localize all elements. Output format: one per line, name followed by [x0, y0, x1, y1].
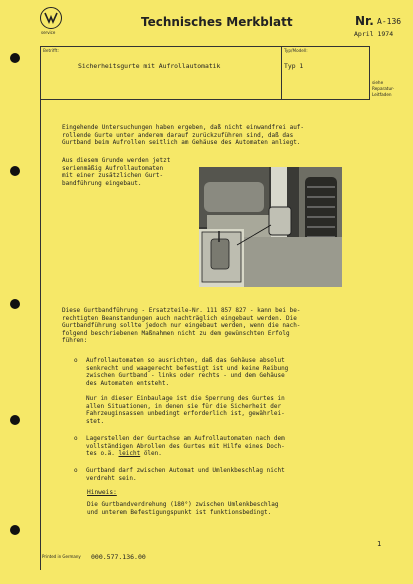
bullet-3: Gurtband darf zwischen Automat und Umlenkbeschlag nicht verdreht sein. — [86, 467, 285, 482]
logo-caption: service — [41, 30, 56, 35]
bullet-marker: o — [74, 467, 78, 474]
bullet-1-note: Nur in dieser Einbaulage ist die Sperrung des Gurtes in allen Situationen, in denen sie für die Sicherheit der Fahrzeuginsassen unbedingt erforderlich ist, gewährlei- stet. — [86, 395, 285, 425]
bullet-2-line: vollständigen Abrollen des Gurtes mit Hilfe eines Doch- — [86, 442, 285, 450]
bullet-marker: o — [74, 357, 78, 364]
punch-hole — [10, 525, 20, 535]
document-number: A-136 — [377, 17, 402, 26]
bullet-marker: o — [74, 435, 78, 442]
printed-note: Printed in Germany — [42, 554, 81, 559]
bullet-2-emphasis: leicht — [118, 450, 141, 458]
side-note-line: Leitfaden — [372, 92, 392, 97]
side-note-line: Reparatur- — [372, 86, 395, 91]
footer-doc-number: 000.577.136.00 — [91, 553, 146, 561]
bullet-2-line: Lagerstellen der Gurtachse am Aufrollautomaten nach dem — [86, 435, 285, 442]
frame-left — [40, 46, 41, 100]
bullet-1: Aufrollautomaten so ausrichten, daß das Gehäuse absolut senkrecht und waagerecht befestigt ist und keine Reibung zwischen Gurtband - links oder rechts - und dem Gehäuse des Automaten entsteht. — [86, 357, 289, 387]
bullet-2 — [86, 435, 285, 458]
punch-hole — [10, 415, 20, 425]
frame-bottom — [40, 99, 370, 100]
typ-label: Typ/Modell: — [284, 48, 308, 53]
grund-paragraph: Aus diesem Grunde werden jetzt serienmäßig Aufrollautomaten mit einer zusätzlichen Gurt- bandführung eingebaut. — [62, 157, 171, 187]
main-paragraph: Diese Gurtbandführung - Ersatzteile-Nr. 111 857 827 - kann bei be- rechtigten Beanstandungen auch nachträglich eingebaut werden. Die Gurtbandführung sollte jedoch nur eingebaut werden, wenn die nach- folgend beschriebenen Maßnahmen nicht zu dem gewünschten Erfolg führen: — [62, 307, 301, 345]
page-title: Technisches Merkblatt — [141, 15, 293, 29]
nr-label: Nr. — [355, 14, 374, 28]
hinweis-label: Hinweis: — [87, 489, 117, 496]
document-date: April 1974 — [354, 30, 394, 38]
intro-paragraph: Eingehende Untersuchungen haben ergeben, daß nicht einwandfrei auf- rollende Gurte unter anderem darauf zurückzuführen sind, daß das Gurtband beim Aufrollen seitlich am Gehäuse des Automaten anliegt. — [62, 124, 305, 147]
side-note-line: siehe — [372, 80, 384, 85]
frame-top — [40, 46, 370, 47]
seatbelt-photo — [199, 167, 342, 287]
vw-logo — [40, 7, 62, 29]
margin-line — [40, 100, 41, 570]
bullet-2-text: tes o.ä. — [86, 450, 119, 458]
page-number: 1 — [377, 540, 382, 548]
side-note — [372, 80, 394, 98]
hinweis-text: Die Gurtbandverdrehung (180°) zwischen Umlenkbeschlag und unterem Befestigungspunkt ist funktionsbedingt. — [87, 501, 279, 516]
betrifft-label: Betrifft: — [43, 48, 59, 53]
punch-hole — [10, 299, 20, 309]
bullet-2-line — [86, 450, 285, 458]
typ-value: Typ 1 — [284, 62, 304, 70]
betrifft-value: Sicherheitsgurte mit Aufrollautomatik — [78, 62, 221, 70]
frame-right — [369, 46, 370, 100]
punch-hole — [10, 166, 20, 176]
bullet-2-text: ölen. — [140, 450, 162, 458]
frame-divider — [281, 46, 282, 100]
punch-hole — [10, 53, 20, 63]
